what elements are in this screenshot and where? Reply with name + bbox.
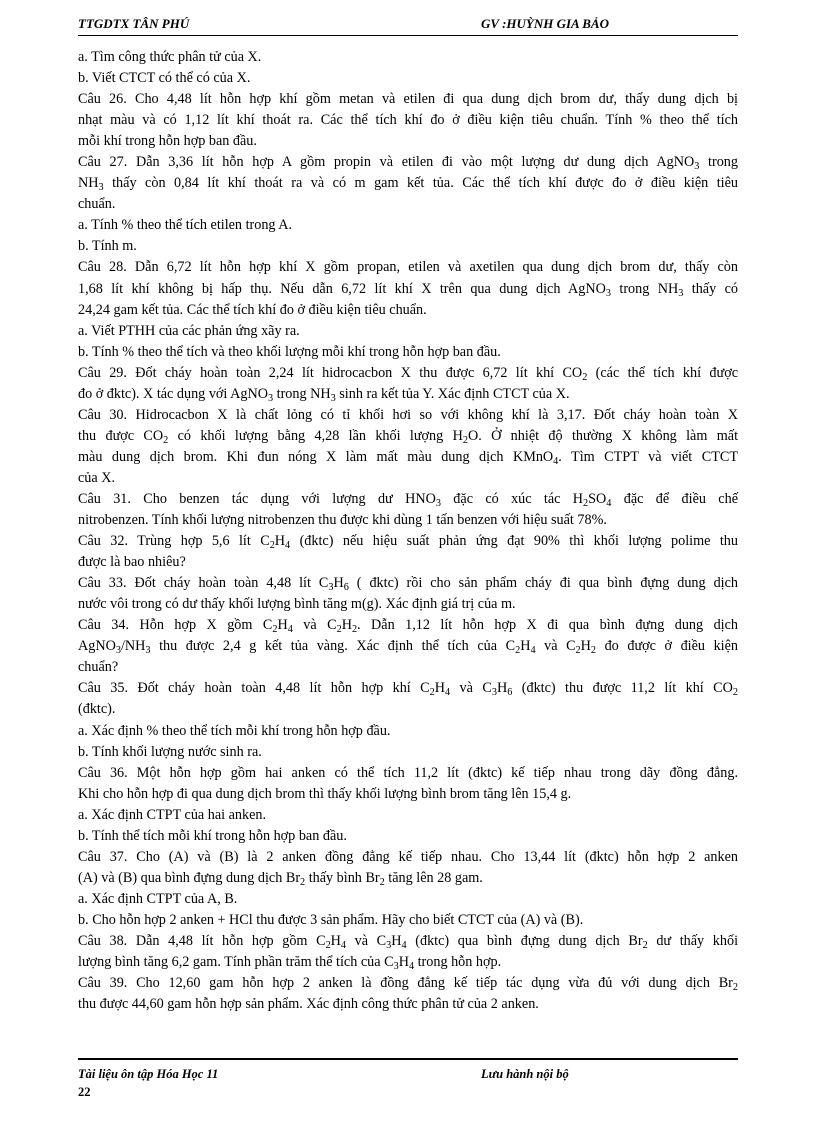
text-run: trong NH [273,385,331,402]
text-run: đo ở đktc). X tác dụng với AgNO [78,385,268,402]
subscript: 3 [491,687,497,699]
text-line [78,636,738,657]
subscript: 3 [330,392,336,404]
text-run: (các thể tích khí được [587,364,738,381]
text-run: thấy có [683,280,738,297]
text-run: chuẩn. [78,196,116,213]
text-run: màu dung dịch brom. Khi đun nóng X làm mất màu dung dịch KMnO [78,448,554,465]
subscript: 2 [163,434,169,446]
subscript: 4 [445,687,451,699]
text-line [78,173,738,194]
text-run: b. Tính khối lượng nước sinh ra. [78,743,262,760]
text-run: 1,68 lít khí không bị hấp thụ. Nếu dẫn 6,72 lít khí X trên qua dung dịch AgNO [78,280,606,297]
text-run: trong [699,154,738,171]
text-run: a. Tính % theo thể tích etilen trong A. [78,217,293,234]
subscript: 3 [145,645,151,657]
subscript: 2 [582,371,588,383]
subscript: 2 [351,624,358,636]
subscript: 2 [272,624,278,636]
text-run: đặc để điều chế [611,490,738,507]
text-line [78,468,738,489]
text-run: và C [346,932,387,949]
footer-rule [78,1058,738,1060]
text-run: H [580,638,591,655]
text-run: có khối lượng bằng 4,28 lần khối lượng H [168,427,463,444]
text-line [78,699,738,720]
text-run: trong hỗn hợp. [414,954,502,971]
text-run: H [330,932,341,949]
text-line [78,678,738,699]
text-run: . Tìm CTPT và viết CTCT [558,448,738,465]
text-run: sinh ra kết tủa Y. Xác định CTCT của X. [335,385,570,402]
text-run: H [274,533,286,550]
subscript: 4 [285,539,291,551]
text-run: nhạt màu và có 1,12 lít khí thoát ra. Các thể tích khí đo ở điều kiện tiêu chuẩn. Tính % theo thể tích [78,112,738,129]
text-run: ( đktc) rồi cho sản phẩm cháy đi qua bình đựng dung dịch [348,575,738,592]
text-line [78,110,738,131]
subscript: 2 [732,981,738,993]
text-run: a. Xác định CTPT của hai anken. [78,806,267,823]
text-line [78,384,738,405]
text-run: đặc có xúc tác H [440,490,584,507]
subscript: 3 [605,287,611,299]
subscript: 3 [694,161,700,173]
text-run: H [277,617,288,634]
footer-circulation-note: Lưu hành nội bộ [481,1067,569,1081]
text-line [78,910,738,931]
text-run: Câu 34. Hỗn hợp X gồm C [78,617,273,634]
text-line [78,573,738,594]
text-line [78,931,738,952]
text-run: chuẩn? [78,659,119,676]
text-run: thấy còn 0,84 lít khí thoát ra và có m gam kết tủa. Các thể tích khí được đo ở điều kiện tiêu [103,175,738,192]
subscript: 3 [435,497,441,509]
text-line [78,47,738,68]
text-run: a. Xác định % theo thể tích mỗi khí trong hỗn hợp đầu. [78,722,391,739]
text-line [78,847,738,868]
text-run: thấy bình Br [305,869,380,886]
text-line [78,257,738,278]
text-run: (A) và (B) qua bình đựng dung dịch Br [78,869,301,886]
text-run: Câu 29. Đốt cháy hoàn toàn 2,24 lít hidrocacbon X thu được 6,72 lít khí CO [78,364,583,381]
text-line [78,363,738,384]
text-run: SO [588,490,607,507]
text-run: a. Tìm công thức phân tử của X. [78,49,262,65]
text-run: Câu 31. Cho benzen tác dụng với lượng dư HNO [78,490,436,507]
text-line [78,447,738,468]
text-run: Câu 30. Hidrocacbon X là chất lỏng có tỉ khối hơi so với không khí là 3,17. Đốt cháy hoàn toàn X [78,406,738,423]
text-run: a. Xác định CTPT của A, B. [78,890,238,907]
text-line [78,973,738,994]
text-run: H [398,954,409,971]
subscript: 4 [553,455,559,467]
subscript: 2 [590,645,597,657]
text-run: /NH [120,638,146,655]
header-teacher-name: GV :HUỲNH GIA BẢO [481,16,609,31]
text-run: Khi cho hỗn hợp đi qua dung dịch brom thì thấy khối lượng bình brom tăng lên 15,4 g. [78,785,572,802]
subscript: 2 [379,876,385,888]
subscript: 4 [401,939,407,951]
page-number: 22 [78,1085,91,1099]
text-line [78,615,738,636]
text-line [78,131,738,152]
subscript: 2 [462,434,468,446]
footer-document-title: Tài liệu ôn tập Hóa Học 11 [78,1067,219,1081]
text-run: và C [450,680,492,697]
text-line [78,763,738,784]
subscript: 4 [287,624,293,636]
document-body [78,47,738,1015]
text-run: Câu 38. Dẫn 4,48 lít hỗn hợp gồm C [78,932,326,949]
text-run: Câu 27. Dẫn 3,36 lít hỗn hợp A gồm propin và etilen đi vào một lượng dư dung dịch AgNO [78,154,695,171]
text-run: H [333,575,344,592]
text-run: lượng bình tăng 6,2 gam. Tính phần trăm thể tích của C [78,954,394,971]
subscript: 2 [575,645,581,657]
text-run: Câu 37. Cho (A) và (B) là 2 anken đồng đẳng kế tiếp nhau. Cho 13,44 lít (đktc) hỗn hợp 2 anken [78,848,738,865]
text-line [78,215,738,236]
text-run: b. Tính thể tích mỗi khí trong hỗn hợp ban đầu. [78,827,347,844]
subscript: 3 [328,582,334,594]
text-line [78,426,738,447]
text-run: H [391,932,402,949]
subscript: 3 [267,392,274,404]
text-line [78,531,738,552]
header-center-name: TTGDTX TÂN PHÚ [78,16,190,31]
subscript: 2 [325,939,331,951]
text-run: mỗi khí trong hỗn hợp ban đầu. [78,133,257,150]
text-line [78,405,738,426]
text-run: . Dẫn 1,12 lít hỗn hợp X đi qua bình đựng dung dịch [357,617,738,634]
text-run: Câu 35. Đốt cháy hoàn toàn 4,48 lít hỗn hợp khí C [78,680,430,697]
text-line [78,236,738,257]
text-run: b. Cho hỗn hợp 2 anken + HCl thu được 3 sản phẩm. Hãy cho biết CTCT của (A) và (B). [78,911,584,928]
subscript: 6 [507,687,513,699]
text-run: dư thấy khối [647,932,739,949]
text-run: H [341,617,352,634]
text-line [78,594,738,615]
text-line [78,321,738,342]
subscript: 2 [732,687,739,699]
text-run: b. Viết CTCT có thể có của X. [78,70,251,87]
text-run: b. Tính m. [78,238,137,255]
text-run: đo được ở điều kiện [596,638,738,655]
text-run: O. Ở nhiệt độ thường X không làm mất [467,427,739,444]
text-line [78,742,738,763]
text-line [78,510,738,531]
text-line [78,300,738,321]
text-run: H [520,638,531,655]
text-line [78,194,738,215]
text-line [78,152,738,173]
subscript: 2 [300,876,306,888]
text-run: Câu 36. Một hỗn hợp gồm hai anken có thể tích 11,2 lít (đktc) kế tiếp nhau trong dãy đồng đẳng. [78,764,738,781]
text-run: và C [535,638,576,655]
subscript: 2 [429,687,435,699]
text-run: nitrobenzen. Tính khối lượng nitrobenzen thu được khi dùng 1 tấn benzen với hiệu suất 78%. [78,512,607,529]
text-run: trong NH [610,280,679,297]
text-run: Câu 39. Cho 12,60 gam hỗn hợp 2 anken là đồng đẳng kế tiếp tác dụng vừa đủ với dung dịch Br [78,975,733,992]
text-run: Câu 32. Trùng hợp 5,6 lít C [78,533,270,550]
text-line [78,952,738,973]
text-line [78,805,738,826]
subscript: 3 [98,182,104,194]
text-run: a. Viết PTHH của các phản ứng xãy ra. [78,322,300,339]
text-run: 24,24 gam kết tủa. Các thể tích khí đo ở điều kiện tiêu chuẩn. [78,301,427,318]
text-run: NH [78,175,99,192]
text-run: H [496,680,508,697]
subscript: 4 [340,939,347,951]
text-line [78,826,738,847]
subscript: 2 [642,939,648,951]
text-line [78,721,738,742]
text-line [78,89,738,110]
subscript: 3 [678,287,684,299]
text-line [78,68,738,89]
text-run: (đktc) nếu hiệu suất phản ứng đạt 90% thì khối lượng polime thu [290,533,738,550]
subscript: 4 [408,960,415,972]
text-line [78,657,738,678]
subscript: 3 [393,960,399,972]
text-line [78,552,738,573]
subscript: 4 [530,645,536,657]
text-run: thu được 2,4 g kết tủa vàng. Xác định thể tích của C [150,638,516,655]
text-line [78,342,738,363]
text-line [78,279,738,300]
text-line [78,868,738,889]
subscript: 2 [269,539,275,551]
subscript: 3 [386,939,392,951]
text-run: Câu 26. Cho 4,48 lít hỗn hợp khí gồm metan và etilen đi qua dung dịch brom dư, thấy dung dịch bị [78,91,738,108]
text-run: (đktc) thu được 11,2 lít khí CO [512,680,733,697]
text-run: và C [292,617,337,634]
text-run: tăng lên 28 gam. [384,869,483,886]
subscript: 3 [115,645,121,657]
text-run: được là bao nhiêu? [78,554,186,571]
text-line [78,784,738,805]
text-run: nước vôi trong có dư thấy khối lượng bình tăng m(g). Xác định giá trị của m. [78,596,516,613]
text-run: b. Tính % theo thể tích và theo khối lượng mỗi khí trong hỗn hợp ban đầu. [78,343,501,360]
text-run: (đktc). [78,701,116,718]
text-run: thu được CO [78,427,164,444]
text-run: H [434,680,445,697]
text-run: (đktc) qua bình đựng dung dịch Br [406,932,643,949]
text-run: AgNO [78,638,116,655]
text-run: thu được 44,60 gam hỗn hợp sản phẩm. Xác định công thức phân tử của 2 anken. [78,996,539,1013]
text-line [78,889,738,910]
text-line [78,994,738,1015]
subscript: 2 [583,497,589,509]
subscript: 2 [515,645,521,657]
page-header [78,14,738,36]
text-line [78,489,738,510]
subscript: 2 [336,624,342,636]
text-run: của X. [78,469,116,486]
header-rule [78,35,738,36]
text-run: Câu 28. Dẫn 6,72 lít hỗn hợp khí X gồm propan, etilen và axetilen qua dung dịch brom dư, thấy còn [78,259,738,276]
text-run: Câu 33. Đốt cháy hoàn toàn 4,48 lít C [78,575,329,592]
subscript: 4 [606,497,612,509]
subscript: 6 [343,582,349,594]
